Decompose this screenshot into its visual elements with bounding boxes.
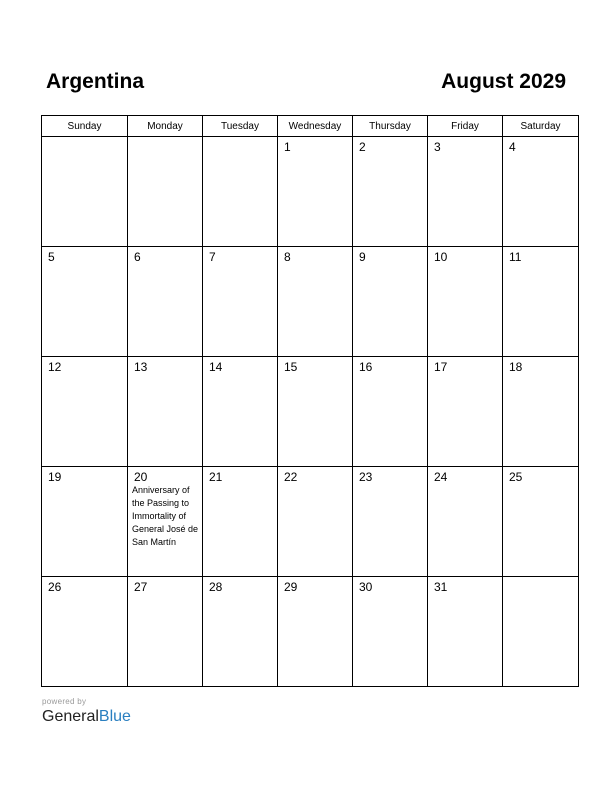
day-number: 27 [134, 580, 148, 594]
weekday-tuesday: Tuesday [203, 116, 278, 137]
day-cell [278, 577, 353, 687]
day-number: 31 [434, 580, 448, 594]
week-row [42, 247, 579, 357]
day-number: 9 [359, 250, 366, 264]
day-number: 25 [509, 470, 523, 484]
day-cell [278, 247, 353, 357]
day-number: 29 [284, 580, 298, 594]
day-cell [278, 137, 353, 247]
day-number: 19 [48, 470, 62, 484]
week-row [42, 357, 579, 467]
footer-branding [42, 697, 131, 726]
day-cell [128, 247, 203, 357]
day-cell [42, 247, 128, 357]
month-year-title: August 2029 [441, 70, 566, 93]
day-number [42, 137, 127, 140]
day-cell [353, 467, 428, 577]
weekday-friday: Friday [428, 116, 503, 137]
week-row [42, 467, 579, 577]
brand-logo[interactable] [42, 708, 131, 726]
day-cell [203, 137, 278, 247]
day-number: 20 [134, 470, 148, 484]
day-cell [428, 577, 503, 687]
day-number: 11 [509, 250, 522, 264]
brand-blue: Blue [98, 708, 131, 725]
country-title: Argentina [46, 70, 145, 93]
week-row [42, 137, 579, 247]
day-number: 2 [359, 140, 366, 154]
day-cell [353, 247, 428, 357]
weekday-sunday: Sunday [42, 116, 128, 137]
day-cell [503, 247, 579, 357]
day-cell [503, 467, 579, 577]
day-cell [203, 357, 278, 467]
day-cell [353, 577, 428, 687]
day-number: 14 [209, 360, 223, 374]
day-cell [353, 137, 428, 247]
weekday-wednesday: Wednesday [278, 116, 353, 137]
weekday-saturday: Saturday [503, 116, 579, 137]
day-cell [42, 137, 128, 247]
day-number [128, 137, 202, 140]
day-cell [428, 357, 503, 467]
day-cell [353, 357, 428, 467]
powered-by-text: powered by [42, 697, 87, 706]
day-cell [278, 467, 353, 577]
day-cell [278, 357, 353, 467]
day-cell [42, 467, 128, 577]
day-number: 16 [359, 360, 373, 374]
day-cell [42, 357, 128, 467]
day-number: 1 [284, 140, 291, 154]
day-cell [128, 577, 203, 687]
day-number [203, 137, 277, 140]
day-cell [503, 577, 579, 687]
day-number: 15 [284, 360, 298, 374]
day-number: 17 [434, 360, 448, 374]
brand-general: General [42, 708, 99, 725]
day-number: 28 [209, 580, 223, 594]
day-number: 6 [134, 250, 141, 264]
day-cell [42, 577, 128, 687]
day-number: 13 [134, 360, 148, 374]
day-cell-holiday [128, 467, 203, 577]
day-number: 12 [48, 360, 62, 374]
day-cell [428, 137, 503, 247]
day-number [503, 577, 578, 580]
day-cell [128, 357, 203, 467]
day-number: 10 [434, 250, 448, 264]
day-cell [203, 467, 278, 577]
day-number: 26 [48, 580, 62, 594]
day-cell [503, 357, 579, 467]
day-number: 23 [359, 470, 373, 484]
day-number: 18 [509, 360, 523, 374]
day-cell [203, 247, 278, 357]
day-number: 5 [48, 250, 55, 264]
calendar-header [46, 70, 566, 100]
day-number: 8 [284, 250, 291, 264]
day-cell [428, 467, 503, 577]
day-number: 7 [209, 250, 216, 264]
day-number: 4 [509, 140, 516, 154]
day-cell [128, 137, 203, 247]
week-row [42, 577, 579, 687]
day-number: 30 [359, 580, 373, 594]
holiday-label: Anniversary of the Passing to Immortality of General José de San Martín [132, 485, 199, 547]
calendar-grid [41, 115, 579, 687]
day-number: 24 [434, 470, 448, 484]
day-cell [503, 137, 579, 247]
weekday-monday: Monday [128, 116, 203, 137]
day-cell [203, 577, 278, 687]
weekday-header-row [42, 116, 579, 137]
weekday-thursday: Thursday [353, 116, 428, 137]
day-number: 21 [209, 470, 223, 484]
day-number: 22 [284, 470, 298, 484]
day-number: 3 [434, 140, 441, 154]
day-cell [428, 247, 503, 357]
